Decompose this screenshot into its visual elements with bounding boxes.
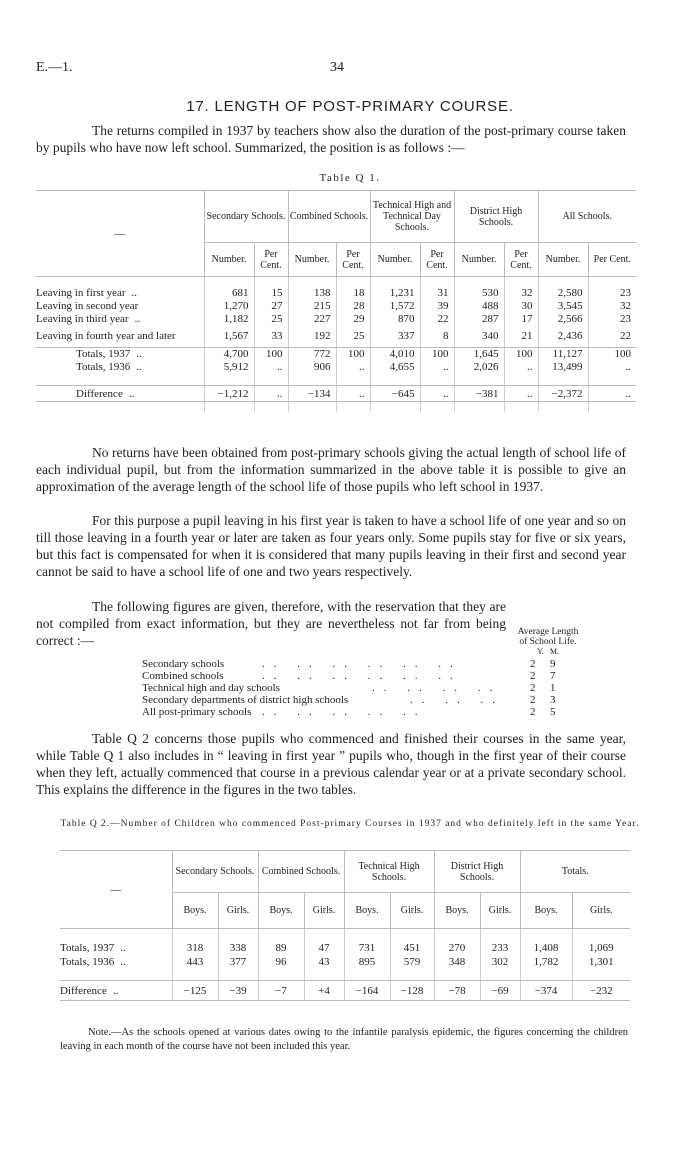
avg-years: 2 [530, 694, 536, 706]
avg-label: All post-primary schools [142, 706, 252, 718]
table-cell: 2,436 [538, 326, 588, 348]
avg-years: 2 [530, 706, 536, 718]
row-label [36, 386, 204, 402]
table-cell: 1,645 [454, 348, 504, 361]
table-cell: 4,655 [370, 361, 420, 374]
avg-months: 3 [550, 694, 556, 706]
leader-dots: .. .. .. .. .. [262, 706, 427, 718]
table-cell: 579 [390, 955, 434, 969]
table-q1-caption: Table Q 1. [319, 172, 381, 184]
table-cell: 27 [254, 300, 288, 313]
leader-dots: .. .. .. .. .. .. [262, 658, 462, 670]
table-cell: −232 [572, 981, 630, 1001]
table-cell: −164 [344, 981, 390, 1001]
paragraph-3: The following figures are given, therefore, with the reservation that they are not compiled from exact information, but they are nevertheless not far from being correct :— [36, 599, 506, 648]
table-cell: −78 [434, 981, 480, 1001]
table-cell: 772 [288, 348, 336, 361]
avg-months: 5 [550, 706, 556, 718]
table-cell: 1,567 [204, 326, 254, 348]
row-label-text: Leaving in third year [36, 313, 129, 325]
sub-header: Per Cent. [254, 243, 288, 277]
leader-dots: .. [112, 984, 119, 997]
list-item [142, 682, 592, 694]
avg-header-line1: Average Length [517, 627, 579, 637]
row-label-header: — [110, 883, 122, 896]
leader-dots: .. [120, 955, 126, 968]
avg-months: 1 [550, 682, 556, 694]
table-cell: 29 [336, 313, 370, 326]
avg-months: 7 [550, 670, 556, 682]
table-cell: 23 [588, 313, 636, 326]
table-cell: 1,270 [204, 300, 254, 313]
paragraph-2: For this purpose a pupil leaving in his first year is taken to have a school life of one year and so on till those leaving in a fourth year or later are taken as four years only. Some pupils stay for five or six years, but this fact is compensated for when it is considered that many pupils leaving in their first and second year cannot be said to have a school life of one and two years respectively. [36, 513, 626, 579]
row-label [36, 287, 204, 300]
table-cell: 337 [370, 326, 420, 348]
sub-header: Boys. [344, 893, 390, 929]
table-cell: 1,408 [520, 941, 572, 955]
table-cell: 28 [336, 300, 370, 313]
group-header: District High Schools. [434, 851, 520, 893]
avg-header-years: Y. [537, 647, 544, 656]
table-cell: 39 [420, 300, 454, 313]
group-header: All Schools. [538, 191, 636, 243]
table-cell: 22 [420, 313, 454, 326]
table-cell: 340 [454, 326, 504, 348]
row-label-text: Leaving in first year [36, 287, 126, 299]
table-cell: 100 [336, 348, 370, 361]
row-label [36, 326, 204, 348]
table-cell: 2,566 [538, 313, 588, 326]
avg-label: Secondary departments of district high schools [142, 694, 349, 706]
table-cell: 100 [254, 348, 288, 361]
table-cell: 215 [288, 300, 336, 313]
row-label [60, 981, 172, 1001]
table-cell: −2,372 [538, 386, 588, 402]
table-cell: 4,010 [370, 348, 420, 361]
table-cell: 43 [304, 955, 344, 969]
leader-dots: .. .. .. .. [372, 682, 502, 694]
table-cell: 870 [370, 313, 420, 326]
table-cell: 100 [420, 348, 454, 361]
table-q1 [36, 190, 636, 412]
table-cell: 32 [588, 300, 636, 313]
section-title: 17. LENGTH OF POST-PRIMARY COURSE. [186, 98, 514, 115]
sub-header: Boys. [258, 893, 304, 929]
table-cell: 1,069 [572, 941, 630, 955]
table-row [36, 300, 636, 313]
row-label [36, 348, 204, 361]
table-cell: −125 [172, 981, 218, 1001]
table-cell: 22 [588, 326, 636, 348]
sub-header: Per Cent. [336, 243, 370, 277]
table-cell: 451 [390, 941, 434, 955]
group-header: Technical High Schools. [344, 851, 434, 893]
row-label-text: Totals, 1937 [60, 941, 115, 954]
table-cell: 348 [434, 955, 480, 969]
sub-header: Number. [454, 243, 504, 277]
avg-label: Combined schools [142, 670, 224, 682]
row-label [60, 941, 172, 955]
paragraph-4: Table Q 2 concerns those pupils who commenced and finished their courses in the same year, while Table Q 1 also includes in “ leaving in first year ” pupils who, though in the first year of their course when they left, actually commenced that course in a previous calendar year or at a private secondary school. This explains the difference in the figures in the two tables. [36, 731, 626, 797]
row-label [36, 300, 204, 313]
table-cell: 11,127 [538, 348, 588, 361]
leader-dots: .. .. .. .. .. .. [262, 670, 462, 682]
table-cell: .. [336, 386, 370, 402]
row-label-text: Leaving in second year [36, 300, 139, 312]
sub-header: Girls. [390, 893, 434, 929]
table-cell: .. [588, 386, 636, 402]
table-cell: .. [588, 361, 636, 374]
leader-dots: .. [134, 313, 141, 325]
page-number: 34 [330, 60, 344, 75]
sub-header: Boys. [520, 893, 572, 929]
avg-months: 9 [550, 658, 556, 670]
leader-dots: .. [120, 941, 126, 954]
leader-dots: .. [131, 287, 137, 299]
sub-header: Number. [204, 243, 254, 277]
table-cell: 13,499 [538, 361, 588, 374]
table-cell: 138 [288, 287, 336, 300]
leader-dots: .. [136, 348, 142, 361]
table-cell: 443 [172, 955, 218, 969]
table-row [36, 313, 636, 326]
list-item [142, 706, 592, 718]
table-row [60, 981, 630, 1001]
row-label-text: Totals, 1936 [76, 361, 131, 373]
row-label-text: Totals, 1937 [76, 348, 131, 361]
table-cell: 530 [454, 287, 504, 300]
sub-header: Per Cent. [504, 243, 538, 277]
table-cell: 318 [172, 941, 218, 955]
table-cell: −381 [454, 386, 504, 402]
row-label-text: Difference [76, 387, 123, 400]
table-cell: 895 [344, 955, 390, 969]
table-cell: 18 [336, 287, 370, 300]
table-cell: −128 [390, 981, 434, 1001]
table-cell: 5,912 [204, 361, 254, 374]
list-item [142, 694, 592, 706]
table-cell: 15 [254, 287, 288, 300]
table-cell: .. [420, 361, 454, 374]
group-header: Secondary Schools. [172, 851, 258, 893]
table-row [36, 287, 636, 300]
table-cell: −645 [370, 386, 420, 402]
average-length-list [142, 658, 592, 718]
table-cell: 32 [504, 287, 538, 300]
table-cell: 227 [288, 313, 336, 326]
group-header: Technical High and Technical Day Schools. [370, 191, 454, 243]
table-cell: 1,301 [572, 955, 630, 969]
table-cell: 681 [204, 287, 254, 300]
leader-dots: .. [128, 387, 135, 400]
group-header: Combined Schools. [258, 851, 344, 893]
avg-years: 2 [530, 670, 536, 682]
table-row [60, 941, 630, 955]
avg-label: Technical high and day schools [142, 682, 280, 694]
table-row [60, 955, 630, 969]
sub-header: Per Cent. [588, 243, 636, 277]
table-cell: 100 [588, 348, 636, 361]
table-cell: −374 [520, 981, 572, 1001]
table-cell: 47 [304, 941, 344, 955]
table-q2-caption: Table Q 2.—Number of Children who commenced Post-primary Courses in 1937 and who definitely left in the same Year. [60, 819, 640, 829]
sub-header: Number. [370, 243, 420, 277]
table-cell: 2,580 [538, 287, 588, 300]
table-cell: 17 [504, 313, 538, 326]
table-cell: −134 [288, 386, 336, 402]
sub-header: Number. [288, 243, 336, 277]
table-row [36, 386, 636, 402]
table-cell: 302 [480, 955, 520, 969]
table-cell: 731 [344, 941, 390, 955]
avg-years: 2 [530, 658, 536, 670]
leader-dots: .. [136, 361, 142, 373]
sub-header: Boys. [434, 893, 480, 929]
table-cell: 96 [258, 955, 304, 969]
table-cell: 33 [254, 326, 288, 348]
avg-header-months: M. [549, 647, 559, 656]
table-cell: .. [336, 361, 370, 374]
sub-header: Girls. [218, 893, 258, 929]
table-cell: 89 [258, 941, 304, 955]
table-cell: .. [504, 386, 538, 402]
row-label-text: Difference [60, 984, 107, 997]
table-cell: 233 [480, 941, 520, 955]
avg-label: Secondary schools [142, 658, 225, 670]
table-cell: 4,700 [204, 348, 254, 361]
table-cell: 1,231 [370, 287, 420, 300]
row-label [36, 313, 204, 326]
table-cell: 100 [504, 348, 538, 361]
table-cell: .. [420, 386, 454, 402]
leader-dots: .. .. .. [410, 694, 504, 706]
sub-header: Per Cent. [420, 243, 454, 277]
table-row [36, 326, 636, 348]
paragraph-1: No returns have been obtained from post-primary schools giving the actual length of school life of each individual pupil, but from the information summarized in the above table it is possible to give an approximation of the average length of the school life of those pupils who left school in 1937. [36, 445, 626, 494]
table-cell: 287 [454, 313, 504, 326]
row-label [60, 955, 172, 969]
row-label-text: Leaving in fourth year and later [36, 329, 176, 342]
row-label-header: — [114, 227, 126, 240]
table-cell: −1,212 [204, 386, 254, 402]
table-cell: 25 [254, 313, 288, 326]
sub-header: Number. [538, 243, 588, 277]
group-header: Secondary Schools. [204, 191, 288, 243]
table-cell: 488 [454, 300, 504, 313]
sub-header: Girls. [304, 893, 344, 929]
table-cell: 23 [588, 287, 636, 300]
avg-years: 2 [530, 682, 536, 694]
table-cell: 25 [336, 326, 370, 348]
report-code: E.—1. [36, 60, 73, 75]
table-cell: −39 [218, 981, 258, 1001]
list-item [142, 658, 592, 670]
sub-header: Girls. [480, 893, 520, 929]
table-row [36, 361, 636, 374]
row-label-text: Totals, 1936 [60, 955, 115, 968]
footnote: Note.—As the schools opened at various dates owing to the infantile paralysis epidemic, the figures concerning the children leaving in each month of the course have not been included this year. [60, 1027, 628, 1052]
table-cell: .. [254, 361, 288, 374]
group-header: Combined Schools. [288, 191, 370, 243]
table-cell: 30 [504, 300, 538, 313]
table-cell: 338 [218, 941, 258, 955]
table-cell: 377 [218, 955, 258, 969]
table-cell: −7 [258, 981, 304, 1001]
group-header: District High Schools. [454, 191, 538, 243]
table-cell: +4 [304, 981, 344, 1001]
table-row [36, 348, 636, 361]
intro-paragraph: The returns compiled in 1937 by teachers show also the duration of the post-primary course taken by pupils who have now left school. Summarized, the position is as follows :— [36, 123, 626, 155]
row-label [36, 361, 204, 374]
table-cell: 1,182 [204, 313, 254, 326]
table-cell: 906 [288, 361, 336, 374]
table-cell: 3,545 [538, 300, 588, 313]
table-cell: 192 [288, 326, 336, 348]
table-cell: −69 [480, 981, 520, 1001]
table-q2 [60, 850, 630, 1001]
sub-header: Boys. [172, 893, 218, 929]
list-item [142, 670, 592, 682]
table-cell: 270 [434, 941, 480, 955]
table-cell: 1,572 [370, 300, 420, 313]
average-length-header [508, 627, 588, 657]
table-cell: 1,782 [520, 955, 572, 969]
table-cell: .. [254, 386, 288, 402]
table-cell: .. [504, 361, 538, 374]
table-cell: 21 [504, 326, 538, 348]
table-cell: 8 [420, 326, 454, 348]
sub-header: Girls. [572, 893, 630, 929]
table-cell: 31 [420, 287, 454, 300]
table-cell: 2,026 [454, 361, 504, 374]
avg-header-line2: of School Life. [519, 637, 577, 647]
group-header: Totals. [520, 851, 630, 893]
